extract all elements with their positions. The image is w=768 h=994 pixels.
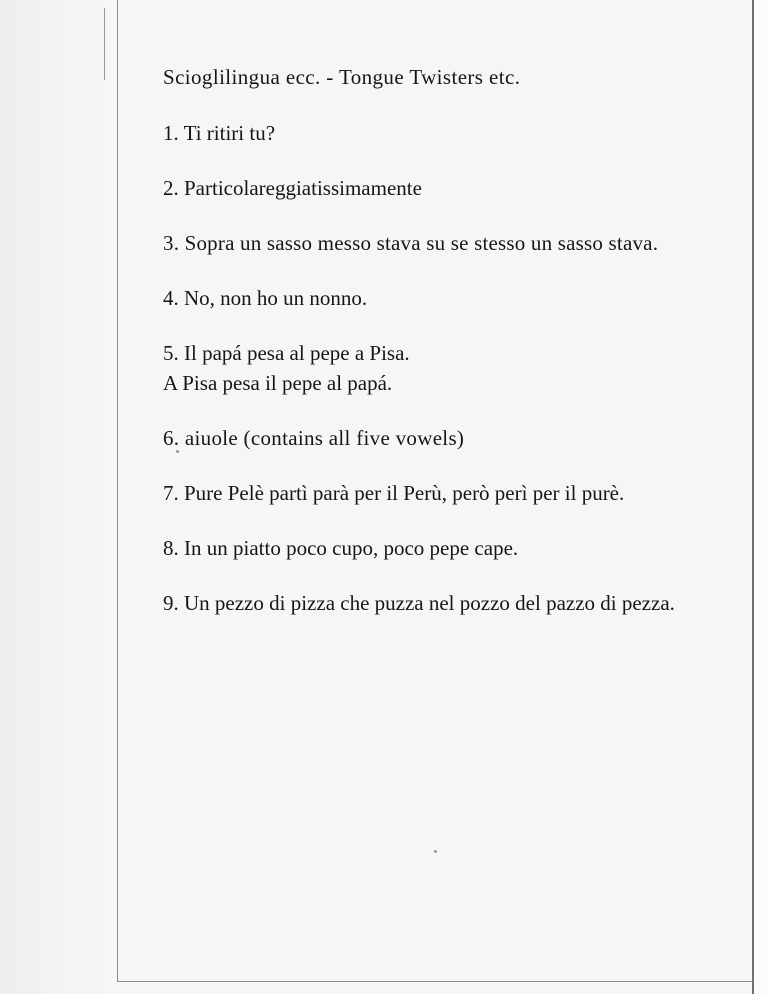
page-left-border (117, 0, 118, 982)
list-item: 5. Il papá pesa al pepe a Pisa. (163, 341, 410, 365)
page-title: Scioglilingua ecc. - Tongue Twisters etc. (163, 65, 521, 89)
list-item: 9. Un pezzo di pizza che puzza nel pozzo del pazzo di pezza. (163, 591, 675, 615)
left-scan-shadow (0, 0, 118, 994)
list-item: 6. aiuole (contains all five vowels) (163, 426, 465, 450)
list-item: 7. Pure Pelè partì parà per il Perù, però perì per il purè. (163, 481, 625, 505)
list-item: 3. Sopra un sasso messo stava su se stesso un sasso stava. (163, 231, 659, 255)
list-item: 1. Ti ritiri tu? (163, 121, 276, 145)
right-margin (754, 0, 768, 994)
list-item-continuation: A Pisa pesa il pepe al papá. (163, 371, 393, 395)
page-bottom-border (117, 981, 753, 982)
list-item: 8. In un piatto poco cupo, poco pepe cape. (163, 536, 519, 560)
scan-speck (434, 850, 437, 853)
left-edge-mark (104, 8, 105, 80)
list-item: 4. No, non ho un nonno. (163, 286, 368, 310)
list-item: 2. Particolareggiatissimamente (163, 176, 422, 200)
